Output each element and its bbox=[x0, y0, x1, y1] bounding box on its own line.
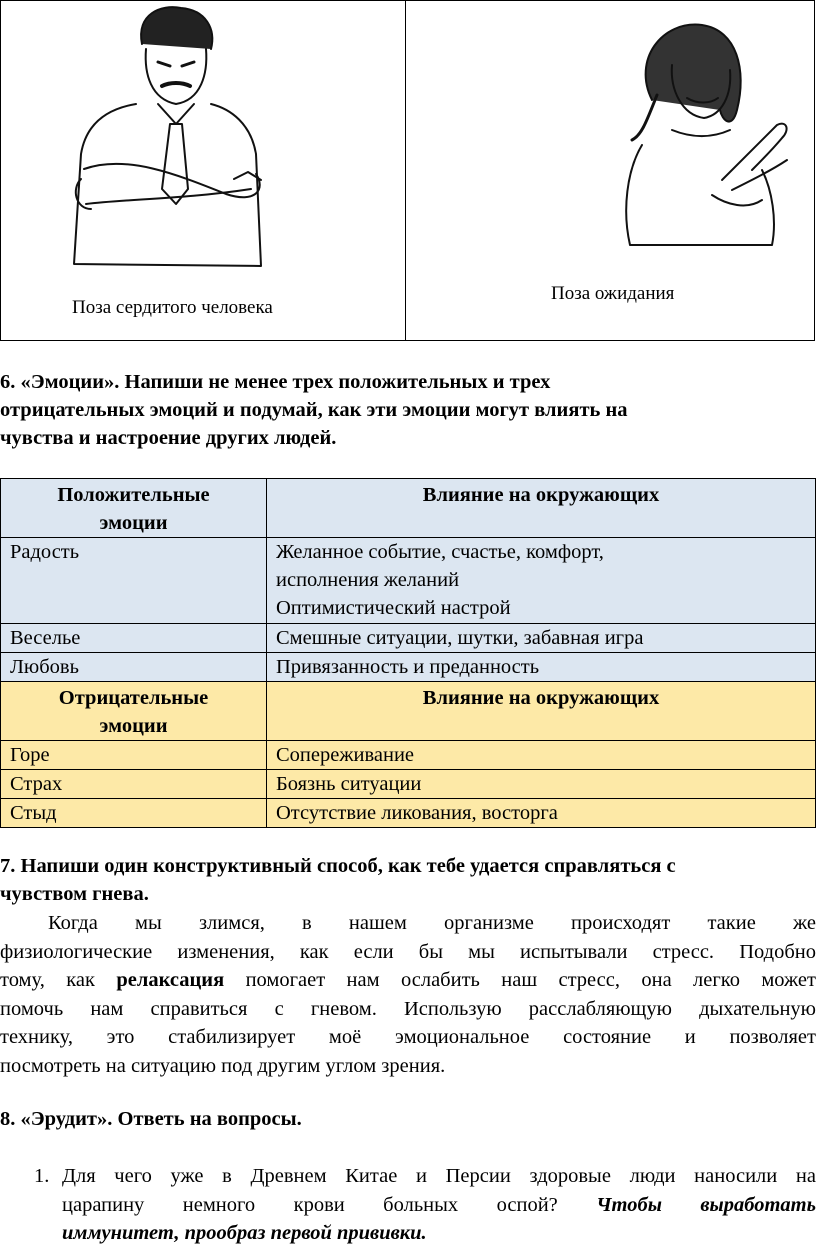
positive-emotions-header bbox=[1, 479, 267, 538]
text: тому, как bbox=[0, 969, 117, 992]
header-text: эмоции bbox=[99, 715, 168, 737]
question-6-heading bbox=[0, 368, 816, 452]
positive-header-row bbox=[1, 479, 816, 538]
list-item bbox=[62, 1162, 816, 1248]
emotion-cell: Стыд bbox=[1, 799, 267, 828]
negative-header-row bbox=[1, 682, 816, 741]
table-row bbox=[1, 799, 816, 828]
table-row bbox=[1, 741, 816, 770]
table-row bbox=[1, 624, 816, 653]
list-item-number: 1. bbox=[34, 1165, 50, 1187]
effect-line: исполнения желаний bbox=[276, 569, 460, 591]
paragraph-line: помочь нам справиться с гневом. Использую расслабляющую дыхательную bbox=[0, 997, 816, 1020]
paragraph-line: физиологические изменения, как если бы мы испытывали стресс. Подобно bbox=[0, 940, 816, 963]
q7-line: 7. Напиши один конструктивный способ, как тебе удается справляться с bbox=[0, 855, 676, 877]
text: Когда мы злимся, в нашем организме происходят такие же bbox=[48, 912, 816, 934]
negative-emotions-header bbox=[1, 682, 267, 741]
effect-line: Желанное событие, счастье, комфорт, bbox=[276, 541, 604, 563]
header-text: Отрицательные bbox=[58, 687, 209, 709]
list-line: иммунитет, прообраз первой прививки. bbox=[62, 1222, 427, 1245]
effect-cell bbox=[267, 538, 816, 624]
text: помогает нам ослабить наш стресс, она легко может bbox=[224, 969, 816, 992]
text: царапину немного крови больных оспой? bbox=[62, 1193, 597, 1216]
header-text: Положительные bbox=[57, 484, 210, 506]
negative-effect-header: Влияние на окружающих bbox=[267, 682, 816, 741]
header-text: эмоции bbox=[99, 512, 168, 534]
table-row bbox=[1, 770, 816, 799]
effect-cell: Смешные ситуации, шутки, забавная игра bbox=[267, 624, 816, 653]
paragraph-line: посмотреть на ситуацию под другим углом зрения. bbox=[0, 1054, 446, 1077]
emotion-cell: Веселье bbox=[1, 624, 267, 653]
answer-text: Чтобы выработать bbox=[596, 1193, 816, 1216]
effect-line: Оптимистический настрой bbox=[276, 597, 511, 619]
waiting-woman-illustration bbox=[612, 20, 792, 250]
q6-line: 6. «Эмоции». Напиши не менее трех положительных и трех bbox=[0, 371, 551, 393]
paragraph-line: технику, это стабилизирует моё эмоциональное состояние и позволяет bbox=[0, 1026, 816, 1049]
left-picture-caption: Поза сердитого человека bbox=[72, 297, 273, 318]
paragraph-line bbox=[0, 966, 816, 995]
table-row bbox=[1, 538, 816, 624]
emotion-cell: Горе bbox=[1, 741, 267, 770]
emotion-cell: Радость bbox=[1, 538, 267, 624]
emotions-table bbox=[0, 478, 816, 828]
paragraph-line bbox=[0, 909, 816, 938]
effect-cell: Привязанность и преданность bbox=[267, 653, 816, 682]
positive-effect-header: Влияние на окружающих bbox=[267, 479, 816, 538]
angry-man-illustration bbox=[66, 4, 276, 274]
table-row bbox=[1, 653, 816, 682]
list-line bbox=[62, 1191, 816, 1220]
right-picture-caption: Поза ожидания bbox=[551, 283, 675, 304]
emotion-cell: Страх bbox=[1, 770, 267, 799]
effect-cell: Сопереживание bbox=[267, 741, 816, 770]
list-line: Для чего уже в Древнем Китае и Персии здоровые люди наносили на bbox=[62, 1165, 816, 1187]
emotion-cell: Любовь bbox=[1, 653, 267, 682]
pictures-divider bbox=[405, 0, 406, 341]
q7-line: чувством гнева. bbox=[0, 883, 149, 905]
q6-line: отрицательных эмоций и подумай, как эти эмоции могут влиять на bbox=[0, 399, 628, 421]
answer-7-paragraph bbox=[0, 909, 816, 1081]
question-8-heading: 8. «Эрудит». Ответь на вопросы. bbox=[0, 1108, 302, 1130]
effect-cell: Отсутствие ликования, восторга bbox=[267, 799, 816, 828]
q6-line: чувства и настроение других людей. bbox=[0, 427, 337, 449]
effect-cell: Боязнь ситуации bbox=[267, 770, 816, 799]
question-7-heading bbox=[0, 852, 816, 908]
bold-term: релаксация bbox=[116, 969, 225, 992]
